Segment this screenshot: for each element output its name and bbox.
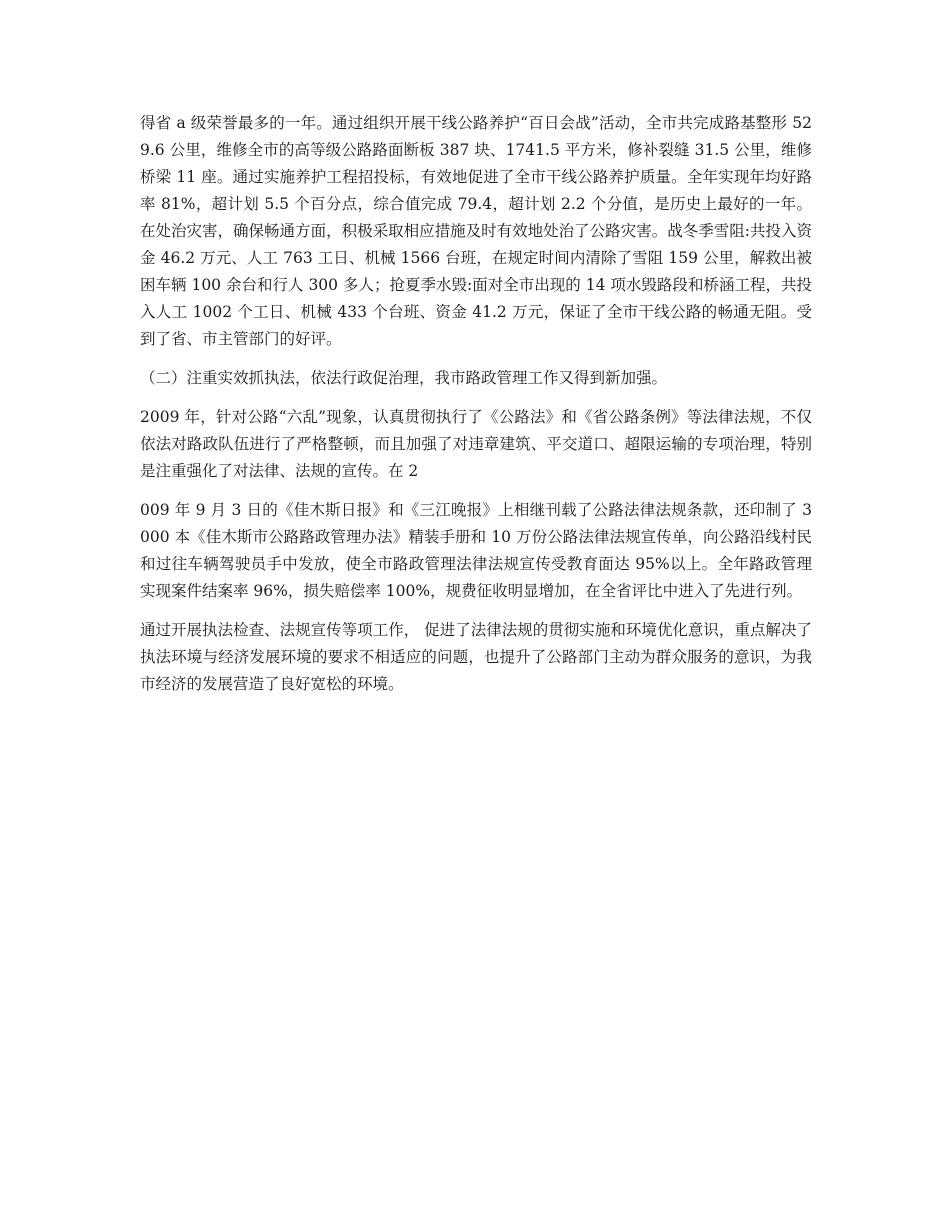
paragraph-law-publicity: 2009 年，针对公路“六乱”现象，认真贯彻执行了《公路法》和《省公路条例》等法律法规，不仅依法对路政队伍进行了严格整顿，而且加强了对违章建筑、平交道口、超限运输的专项治理，特别是注重强化了对法律、法规的宣传。在 2	[140, 408, 812, 480]
paragraph-publicity-results: 009 年 9 月 3 日的《佳木斯日报》和《三江晚报》上相继刊载了公路法律法规条款，还印制了 3000 本《佳木斯市公路路政管理办法》精装手册和 10 万份公路法律法规宣传单，向公路沿线村民和过往车辆驾驶员手中发放，使全市路政管理法律法规宣传受教育面达 95%以上。全年路政管理实现案件结案率 96%，损失赔偿率 100%，规费征收明显增加，在全省评比中进入了先进行列。	[140, 501, 812, 600]
paragraph-road-maintenance: 得省 a 级荣誉最多的一年。通过组织开展干线公路养护“百日会战”活动，全市共完成路基整形 529.6 公里，维修全市的高等级公路路面断板 387 块、1741.5 平方米，修补裂缝 31.5 公里，维修桥梁 11 座。通过实施养护工程招投标，有效地促进了全市干线公路养护质量。全年实现年均好路率 81%，超计划 5.5 个百分点，综合值完成 79.4，超计划 2.2 个分值，是历史上最好的一年。在处治灾害，确保畅通方面，积极采取相应措施及时有效地处治了公路灾害。战冬季雪阻:共投入资金 46.2 万元、人工 763 工日、机械 1566 台班，在规定时间内清除了雪阻 159 公里，解救出被困车辆 100 余台和行人 300 多人；抢夏季水毁:面对全市出现的 14 项水毁路段和桥涵工程，共投入人工 1002 个工日、机械 433 个台班、资金 41.2 万元，保证了全市干线公路的畅通无阻。受到了省、市主管部门的好评。	[140, 114, 812, 348]
document-body	[140, 110, 812, 710]
paragraph-conclusion: 通过开展执法检查、法规宣传等项工作， 促进了法律法规的贯彻实施和环境优化意识，重点解决了执法环境与经济发展环境的要求不相适应的问题，也提升了公路部门主动为群众服务的意识，为我市经济的发展营造了良好宽松的环境。	[140, 621, 812, 693]
section-heading-law-enforcement: （二）注重实效抓执法，依法行政促治理，我市路政管理工作又得到新加强。	[140, 369, 668, 387]
